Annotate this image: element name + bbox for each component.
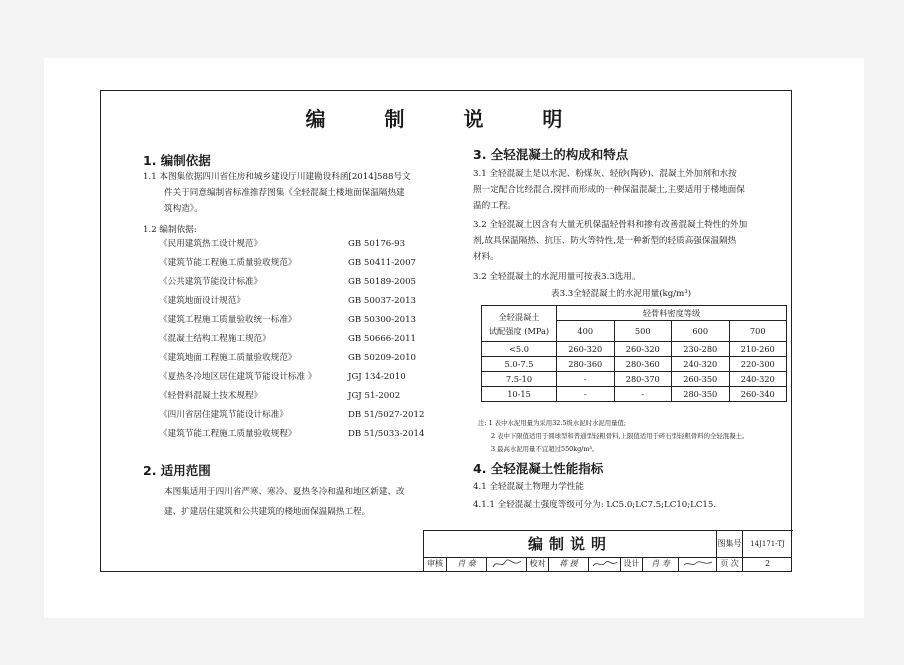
table-cell: 210-260 [729,342,787,357]
ref-code: GB 50411-2007 [348,258,417,268]
para-1-1-line2: 件关于同意编制省标准推荐图集《全轻混凝土楼地面保温隔热建 [164,188,405,198]
para-3-2-line2: 剂,故具保温隔热、抗压、防火等特性,是一种新型的轻质高强保温隔热 [473,236,737,246]
ref-code: GB 50176-93 [348,239,406,249]
ref-name: 《建筑工程施工质量验收统一标准》 [159,315,297,325]
para-4-1: 4.1 全轻混凝土物理力学性能 [473,482,584,492]
table-cell: 10-15 [482,387,557,402]
para-1-1-line1: 1.1 本图集依据四川省住房和城乡建设厅川建勘设科函[2014]588号文 [143,172,411,182]
ref-name: 《四川省居住建筑节能设计标准》 [159,410,288,420]
table-row-header [482,306,557,342]
title-block-title: 编制说明 [527,535,612,553]
table-cell: 230-280 [672,342,730,357]
ref-code: JGJ 51-2002 [348,391,401,401]
signature-scribble-icon [589,557,621,571]
section-1-heading: 1. 编制依据 [143,153,211,168]
ref-name: 《建筑地面工程施工质量验收规范》 [159,353,297,363]
ref-code: GB 50666-2011 [348,334,417,344]
table-cell: 260-350 [672,372,730,387]
atlas-no: 14J171-TJ [742,531,792,557]
table-caption: 表3.3全轻混凝土的水泥用量(kg/m³) [551,289,692,299]
drawing-frame [100,90,792,572]
table-group-header: 轻骨料密度等级 [557,306,787,321]
table-cell: 7.5-10 [482,372,557,387]
table-col-header: 600 [672,321,730,342]
table-cell: 280-370 [614,372,672,387]
ref-name: 《公共建筑节能设计标准》 [159,277,263,287]
table-col-header: 500 [614,321,672,342]
table-note: 注: 1 表中水泥用量为采用32.5级水泥时水泥用量值; [478,419,627,427]
para-1-2: 1.2 编制依据: [143,225,197,235]
table-cell: - [557,387,615,402]
scope-line2: 建、扩建居住建筑和公共建筑的楼地面保温隔热工程。 [164,507,371,517]
reviewer-signature [486,557,526,571]
ref-name: 《建筑节能工程施工质量验收规程》 [159,429,297,439]
ref-code: GB 50189-2005 [348,277,417,287]
table-cell: - [614,387,672,402]
para-4-1-1: 4.1.1 全轻混凝土强度等级可分为: LC5.0;LC7.5;LC10;LC15. [473,500,717,510]
page-number: 2 [742,557,792,571]
table-cell: 240-320 [672,357,730,372]
table-row [482,387,787,402]
title-block-row [424,531,792,558]
ref-name: 《轻骨料混凝土技术规程》 [159,391,263,401]
ref-code: GB 50037-2013 [348,296,417,306]
table-cell: 240-320 [729,372,787,387]
ref-name: 《混凝土结构工程施工规范》 [159,334,271,344]
signature-scribble-icon [679,557,717,571]
checker-signature [588,557,620,571]
table-cell: 260-340 [729,387,787,402]
para-3-1-line3: 温的工程。 [473,201,516,211]
design-label: 设计 [620,557,642,571]
table-cell: 220-300 [729,357,787,372]
signature-scribble-icon [487,557,527,571]
table-cell: 280-360 [614,357,672,372]
para-3-1-line1: 3.1 全轻混凝土是以水泥、粉煤灰、轻砂(陶砂)、混凝土外加剂和水按 [473,169,737,179]
table-row [482,342,787,357]
cement-table [481,305,787,402]
table-cell: 260-320 [614,342,672,357]
scope-line1: 本图集适用于四川省严寒、寒冷、夏热冬冷和温和地区新建、改 [164,487,405,497]
table-row [482,357,787,372]
section-3-heading: 3. 全轻混凝土的构成和特点 [473,147,629,162]
para-3-3: 3.2 全轻混凝土的水泥用量可按表3.3选用。 [473,272,641,282]
atlas-no-label: 图集号 [716,531,742,557]
ref-code: DB 51/5033-2014 [348,429,425,439]
para-3-2-line1: 3.2 全轻混凝土因含有大量无机保温轻骨料和掺有改善混凝土特性的外加 [473,220,748,230]
table-head1: 全轻混凝土 [498,311,540,322]
table-row [482,372,787,387]
table-cell: 5.0-7.5 [482,357,557,372]
title-block [423,530,793,571]
check-label: 校对 [526,557,548,571]
para-1-1-line3: 筑构造》。 [164,204,203,214]
reviewer-name: 肖 燊 [446,557,486,571]
ref-name: 《建筑节能工程施工质量验收规范》 [159,258,297,268]
table-cell: - [557,372,615,387]
ref-name: 《民用建筑热工设计规范》 [159,239,263,249]
ref-name: 《夏热冬冷地区居住建筑节能设计标准 》 [159,372,317,382]
table-col-header: 700 [729,321,787,342]
table-cell: <5.0 [482,342,557,357]
review-label: 审核 [427,559,443,568]
page-label: 页 次 [716,557,742,571]
ref-code: DB 51/5027-2012 [348,410,425,420]
page-title: 编 制 说 明 [305,107,589,131]
designer-name: 肖 寿 [642,557,678,571]
table-note: 2 表中下限值适用于圆球型和普通型轻粗骨料,上限值适用于碎石型轻粗骨料的全轻混凝土。 [491,432,749,440]
ref-name: 《建筑地面设计规范》 [159,296,245,306]
ref-code: JGJ 134-2010 [348,372,406,382]
section-2-heading: 2. 适用范围 [143,463,211,478]
ref-code: GB 50300-2013 [348,315,417,325]
table-cell: 260-320 [557,342,615,357]
section-4-heading: 4. 全轻混凝土性能指标 [473,461,604,476]
para-3-2-line3: 材料。 [473,252,499,262]
designer-signature [678,557,716,571]
table-cell: 280-360 [557,357,615,372]
table-cell: 280-350 [672,387,730,402]
table-note: 3 最高水泥用量不宜超过550kg/m³。 [491,445,599,453]
para-3-1-line2: 照一定配合比经混合,搅拌而形成的一种保温混凝土,主要适用于楼地面保 [473,185,745,195]
checker-name: 蒋 援 [548,557,588,571]
ref-code: GB 50209-2010 [348,353,417,363]
table-head2: 试配强度 (MPa) [488,325,550,336]
table-col-header: 400 [557,321,615,342]
